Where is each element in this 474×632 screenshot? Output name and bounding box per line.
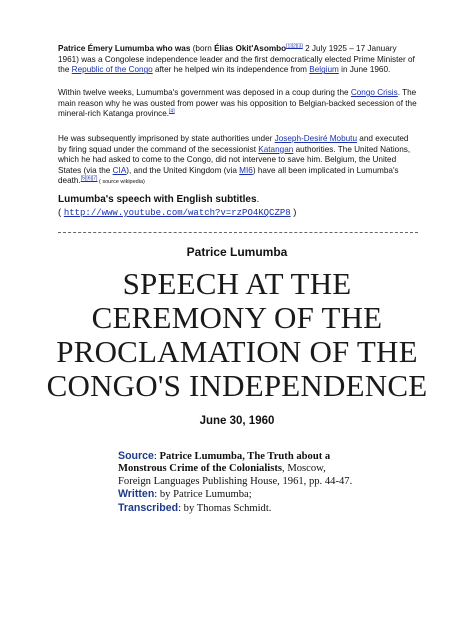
citation-1-3-link[interactable]: [1][2][3] xyxy=(286,43,303,50)
video-title-period: . xyxy=(256,194,260,205)
written-value: : by Patrice Lumumba; xyxy=(154,489,252,501)
p3-text-5: ) have all been implicated in Lumumba's death. xyxy=(58,165,399,186)
source-title: Patrice Lumumba, The Truth about a Monstrous Crime of the Colonialists xyxy=(118,451,331,475)
dashed-divider xyxy=(58,232,418,233)
written-line xyxy=(118,488,358,501)
cia-link[interactable]: CIA xyxy=(112,165,127,175)
birth-name: Élias Okit'Asombo xyxy=(214,44,287,53)
katangan-link[interactable]: Katangan xyxy=(258,144,294,154)
video-link-close: ) xyxy=(290,207,297,218)
source-line: Source: Patrice Lumumba, The Truth about a Monstrous Crime of the Colonialists, Moscow, Foreign Languages Publishing House, 1961, pp. 44-47. xyxy=(118,450,353,487)
p3-text-3: authorities. The United Nations, which he had asked to come to the Congo, did not intervene to save him. Belgium, the United States (via the xyxy=(58,144,411,175)
republic-of-congo-link[interactable]: Republic of the Congo xyxy=(71,65,153,75)
video-link-line xyxy=(58,207,296,218)
citation-4-link[interactable]: [4] xyxy=(169,108,175,115)
intro-lead: Patrice Émery Lumumba who was xyxy=(58,44,191,53)
youtube-link[interactable]: http://www.youtube.com/watch?v=rzPO4KQCZP8 xyxy=(63,208,291,218)
mobutu-link[interactable]: Joseph-Desiré Mobutu xyxy=(274,134,358,143)
source-label: Source xyxy=(118,450,154,462)
p3-text-1: He was subsequently imprisoned by state authorities under xyxy=(58,134,275,143)
p2-text-1: Within twelve weeks, Lumumba's government was deposed in a coup during the xyxy=(58,88,351,97)
born-text: (born xyxy=(190,44,215,53)
intro-paragraph-1 xyxy=(58,44,418,76)
source-note: ( source wikipedia) xyxy=(97,179,145,186)
speech-date: June 30, 1960 xyxy=(199,415,275,427)
intro-paragraph-2 xyxy=(58,88,418,120)
p3-text-2: and executed by firing squad under the command of the secessionist xyxy=(58,134,409,154)
congo-crisis-link[interactable]: Congo Crisis xyxy=(350,88,398,97)
belgium-link[interactable]: Belgium xyxy=(309,65,339,75)
transcribed-line xyxy=(118,502,358,515)
speech-author: Patrice Lumumba xyxy=(186,245,288,259)
speech-metadata xyxy=(118,450,358,515)
p2-text-2: . The main reason why he was ousted from power was his opposition to Belgian-backed secession of the mineral-rich Katanga province. xyxy=(58,88,417,119)
mi6-link[interactable]: MI6 xyxy=(239,165,253,175)
video-link-open: ( xyxy=(58,207,64,218)
transcribed-value: : by Thomas Schmidt. xyxy=(178,502,272,514)
transcribed-label: Transcribed xyxy=(118,501,179,514)
intro-text-2: after he helped win its independence from xyxy=(152,65,310,75)
source-rest: , Moscow, Foreign Languages Publishing House, 1961, pp. 44-47. xyxy=(118,463,353,487)
intro-paragraph-3 xyxy=(58,134,418,188)
p3-text-4: ), and the United Kingdom (via xyxy=(126,165,240,175)
written-label: Written xyxy=(118,488,155,501)
intro-text-1: 2 July 1925 – 17 January 1961) was a Congolese independence leader and the first democratically elected Prime Minister of the xyxy=(58,44,415,75)
citation-5-7-link[interactable]: [5][6][7] xyxy=(80,175,98,182)
video-title xyxy=(58,194,259,205)
intro-text-3: in June 1960. xyxy=(338,65,391,75)
video-title-text: Lumumba's speech with English subtitles xyxy=(58,194,257,205)
speech-title: SPEECH AT THE CEREMONY OF THE PROCLAMATION OF THE CONGO'S INDEPENDENCE xyxy=(46,266,428,403)
